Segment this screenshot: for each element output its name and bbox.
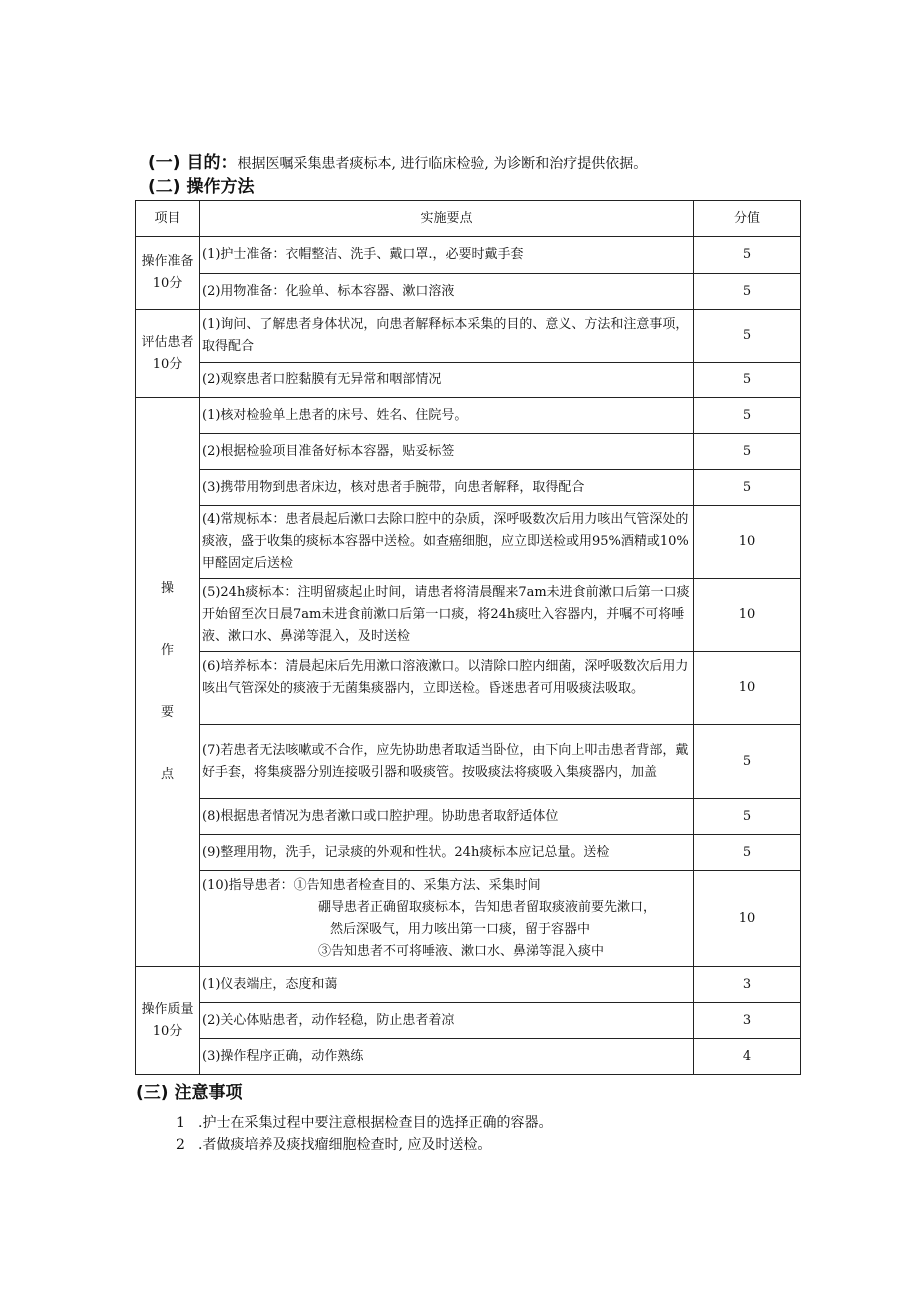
notes-heading: (三) 注意事项 [136,1083,243,1103]
section-name: 操作准备 10分 [136,237,200,310]
table-row [136,1039,801,1075]
row-score: 10 [694,871,801,967]
note-number: 2 [176,1137,185,1153]
row-score: 5 [694,363,801,398]
row-score: 5 [694,470,801,506]
row-text: (4)常规标本：患者晨起后漱口去除口腔中的杂质，深呼吸数次后用力咳出气管深处的痰液，盛于收集的痰标本容器中送检。如查癌细胞，应立即送检或用95%酒精或10%甲醛固定后送检 [200,506,694,579]
row-score: 5 [694,799,801,835]
table-row [136,799,801,835]
row-score: 10 [694,652,801,725]
row-text: (7)若患者无法咳嗽或不合作，应先协助患者取适当卧位，由下向上叩击患者背部，戴好手套，将集痰器分别连接吸引器和吸痰管。按吸痰法将痰吸入集痰器内，加盖 [200,725,694,799]
table-row [136,363,801,398]
row-text: (9)整理用物，洗手，记录痰的外观和性状。24h痰标本应记总量。送检 [200,835,694,871]
row-score: 5 [694,434,801,470]
note-number: 1 [176,1115,185,1131]
table-row [136,579,801,652]
row-text: (1)护士准备：衣帽整洁、洗手、戴口罩.，必要时戴手套 [200,237,694,274]
row-score: 5 [694,237,801,274]
row-score: 5 [694,310,801,363]
row-text: (2)用物准备：化验单、标本容器、漱口溶液 [200,274,694,310]
note-item [176,1136,491,1154]
table-row [136,434,801,470]
row-score: 5 [694,274,801,310]
row-text: (6)培养标本：清晨起床后先用漱口溶液漱口。以清除口腔内细菌，深呼吸数次后用力咳出气管深处的痰液于无菌集痰器内，立即送检。昏迷患者可用吸痰法吸取。 [200,652,694,725]
procedure-table [135,200,801,1075]
row-score: 3 [694,967,801,1003]
section-name: 评估患者 10分 [136,310,200,398]
row-score: 3 [694,1003,801,1039]
row-text: (1)询问、了解患者身体状况，向患者解释标本采集的目的、意义、方法和注意事项，取得配合 [200,310,694,363]
guidance-line: 然后深吸气，用力咳出第一口痰，留于容器中 [330,921,591,937]
row-score: 5 [694,725,801,799]
table-row [136,652,801,725]
row-score: 10 [694,506,801,579]
table-row [136,871,801,967]
table-row [136,274,801,310]
row-text: (2)观察患者口腔黏膜有无异常和咽部情况 [200,363,694,398]
section-name: 操作质量 10分 [136,967,200,1075]
row-text: (2)关心体贴患者，动作轻稳，防止患者着凉 [200,1003,694,1039]
row-score: 4 [694,1039,801,1075]
header-points: 实施要点 [200,201,694,237]
guidance-line: ③告知患者不可将唾液、漱口水、鼻涕等混入痰中 [318,943,605,959]
section-name: 操 作 要 点 [136,398,200,967]
row-text: (5)24h痰标本：注明留痰起止时间，请患者将清晨醒来7am未进食前漱口后第一口痰开始留至次日晨7am未进食前漱口后第一口痰，将24h痰吐入容器内，并嘱不可将唾液、漱口水、鼻涕等混入，及时送检 [200,579,694,652]
row-text: (3)操作程序正确，动作熟练 [200,1039,694,1075]
table-row [136,967,801,1003]
header-score: 分值 [694,201,801,237]
header-item: 项目 [136,201,200,237]
table-row [136,1003,801,1039]
table-row [136,398,801,434]
method-heading: (二) 操作方法 [148,177,255,197]
row-text: (8)根据患者情况为患者漱口或口腔护理。协助患者取舒适体位 [200,799,694,835]
table-row [136,470,801,506]
table-row [136,237,801,274]
table-row [136,310,801,363]
table-row [136,506,801,579]
guidance-cell [200,871,694,967]
row-text: (1)核对检验单上患者的床号、姓名、住院号。 [200,398,694,434]
row-text: (1)仪表端庄，态度和蔼 [200,967,694,1003]
table-row [136,835,801,871]
table-header-row [136,201,801,237]
row-text: (3)携带用物到患者床边，核对患者手腕带，向患者解释，取得配合 [200,470,694,506]
table-row [136,725,801,799]
purpose-label: (一) 目的： [148,153,238,173]
row-score: 5 [694,835,801,871]
note-text: .护士在采集过程中要注意根据检查目的选择正确的容器。 [198,1115,553,1131]
purpose-text: 根据医嘱采集患者痰标本, 进行临床检验, 为诊断和治疗提供依据。 [237,156,648,172]
row-text: (2)根据检验项目准备好标本容器，贴妥标签 [200,434,694,470]
guidance-line: (10)指导患者：①告知患者检查目的、采集方法、采集时间 [202,877,541,893]
purpose-line [148,152,647,175]
row-score: 10 [694,579,801,652]
guidance-line: 硼导患者正确留取痰标本，告知患者留取痰液前要先漱口， [318,899,657,915]
note-item [176,1114,552,1132]
note-text: .者做痰培养及痰找瘤细胞检查时, 应及时送检。 [198,1137,492,1153]
row-score: 5 [694,398,801,434]
